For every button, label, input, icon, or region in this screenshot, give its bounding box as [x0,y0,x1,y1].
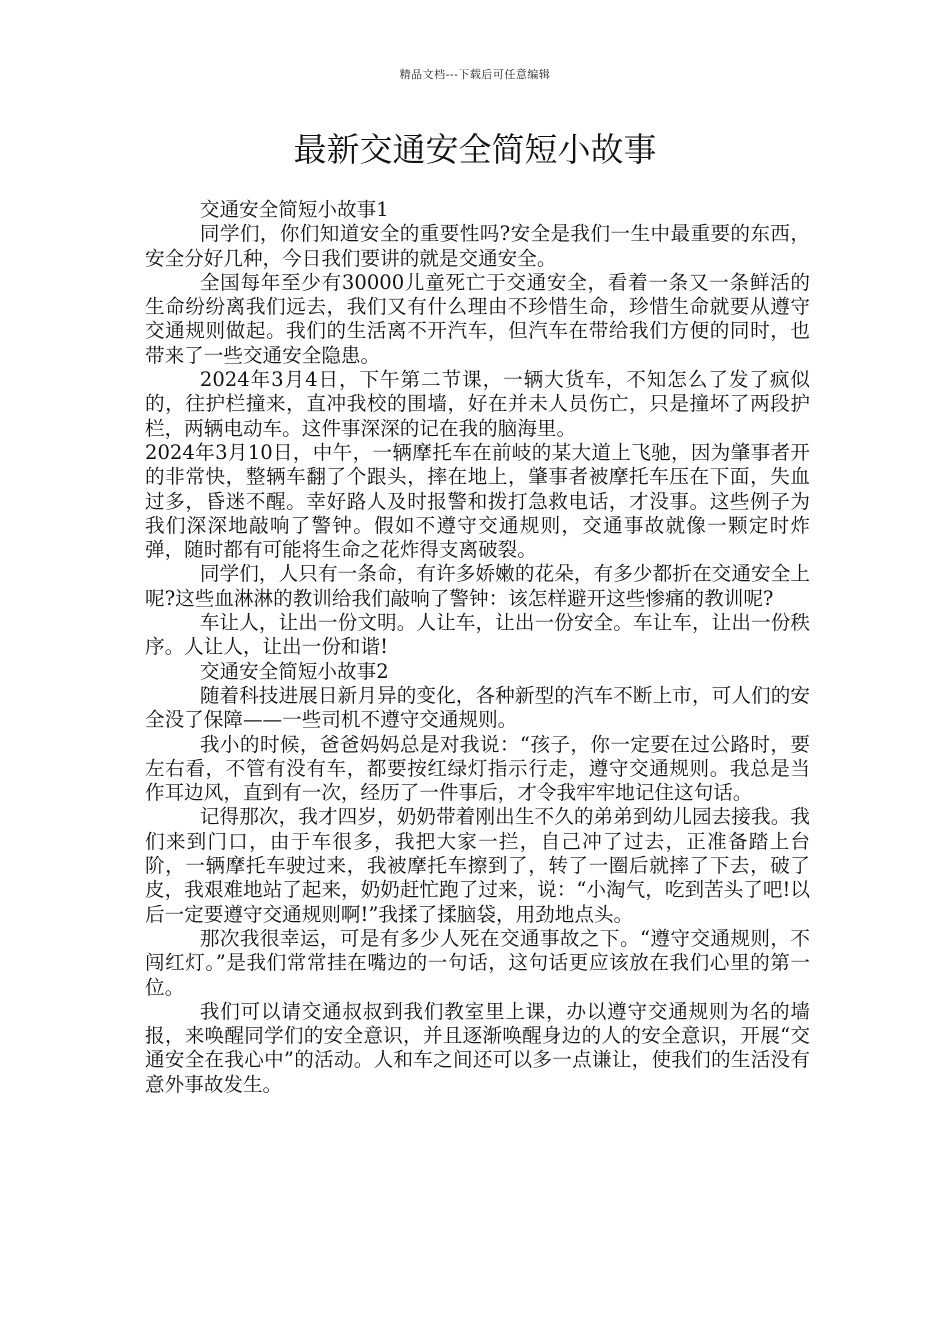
paragraph: 同学们，你们知道安全的重要性吗?安全是我们一生中最重要的东西，安全分好几种，今日我们要讲的就是交通安全。 [145,222,810,270]
section-heading-story-2: 交通安全简短小故事2 [199,659,389,683]
paragraph: 2024年3月4日，下午第二节课，一辆大货车，不知怎么了发了疯似的，往护栏撞来，直冲我校的围墙，好在并未人员伤亡，只是撞坏了两段护栏，两辆电动车。这件事深深的记在我的脑海里。 [145,368,810,440]
document-title: 最新交通安全简短小故事 [293,130,657,169]
paragraph: 全国每年至少有30000儿童死亡于交通安全，看着一条又一条鲜活的生命纷纷离我们远去，我们又有什么理由不珍惜生命，珍惜生命就要从遵守交通规则做起。我们的生活离不开汽车，但汽车在带给我们方便的同时，也带来了一些交通安全隐患。 [145,270,810,367]
paragraph: 车让人，让出一份文明。人让车，让出一份安全。车让车，让出一份秩序。人让人，让出一份和谐! [145,611,810,659]
paragraph: 2024年3月10日，中午，一辆摩托车在前岐的某大道上飞驰，因为肇事者开的非常快，整辆车翻了个跟头，摔在地上，肇事者被摩托车压在下面，失血过多，昏迷不醒。幸好路人及时报警和拨打急救电话，才没事。这些例子为我们深深地敲响了警钟。假如不遵守交通规则，交通事故就像一颗定时炸弹，随时都有可能将生命之花炸得支离破裂。 [145,440,810,562]
paragraph: 记得那次，我才四岁，奶奶带着刚出生不久的弟弟到幼儿园去接我。我们来到门口，由于车很多，我把大家一拦，自己冲了过去，正准备踏上台阶，一辆摩托车驶过来，我被摩托车擦到了，转了一圈后就摔了下去，破了皮，我艰难地站了起来，奶奶赶忙跑了过来，说：“小淘气，吃到苦头了吧!以后一定要遵守交通规则啊!”我揉了揉脑袋，用劲地点头。 [145,805,810,926]
paragraph: 随着科技进展日新月异的变化，各种新型的汽车不断上市，可人们的安全没了保障——一些司机不遵守交通规则。 [145,683,810,732]
paragraph: 我们可以请交通叔叔到我们教室里上课，办以遵守交通规则为名的墙报，来唤醒同学们的安全意识，并且逐渐唤醒身边的人的安全意识，开展“交通安全在我心中”的活动。人和车之间还可以多一点谦让，使我们的生活没有意外事故发生。 [145,999,810,1096]
section-heading-story-1: 交通安全简短小故事1 [199,198,389,221]
paragraph: 我小的时候，爸爸妈妈总是对我说：“孩子，你一定要在过公路时，要左右看，不管有没有车，都要按红绿灯指示行走，遵守交通规则。我总是当作耳边风，直到有一次，经历了一件事后，才令我牢牢地记住这句话。 [145,732,810,805]
page-header-watermark: 精品文档---下载后可任意编辑 [399,68,551,81]
document-body [145,198,810,1097]
paragraph: 那次我很幸运，可是有多少人死在交通事故之下。“遵守交通规则，不闯红灯。”是我们常常挂在嘴边的一句话，这句话更应该放在我们心里的第一位。 [145,926,810,999]
paragraph: 同学们，人只有一条命，有许多娇嫩的花朵，有多少都折在交通安全上呢?这些血淋淋的教训给我们敲响了警钟：该怎样避开这些惨痛的教训呢? [145,562,810,610]
